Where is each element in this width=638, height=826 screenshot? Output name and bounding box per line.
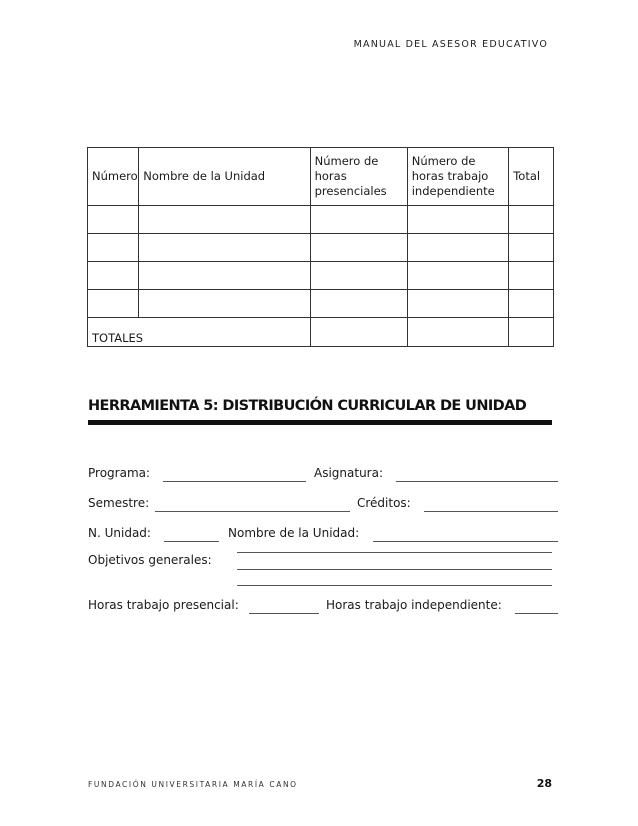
page-number: 28 [536, 777, 552, 790]
header-total: Total [509, 148, 554, 206]
form-row-programa [88, 466, 558, 486]
programa-label: Programa: [88, 466, 151, 480]
objetivos-line-2[interactable] [237, 569, 552, 570]
table-cell[interactable] [407, 234, 508, 262]
table-cell[interactable] [139, 262, 310, 290]
table-cell[interactable] [407, 262, 508, 290]
table-cell[interactable] [139, 290, 310, 318]
semestre-field[interactable] [155, 511, 350, 512]
header-nombre-unidad: Nombre de la Unidad [139, 148, 310, 206]
table-cell[interactable] [88, 262, 139, 290]
table-cell[interactable] [310, 262, 407, 290]
totals-cell[interactable] [310, 318, 407, 347]
table-cell[interactable] [509, 290, 554, 318]
table-row [88, 290, 554, 318]
table-cell[interactable] [139, 206, 310, 234]
creditos-label: Créditos: [357, 496, 411, 510]
asignatura-field[interactable] [396, 481, 558, 482]
header-horas-presenciales: Número de horas presenciales [310, 148, 407, 206]
table-cell[interactable] [407, 290, 508, 318]
totals-row [88, 318, 554, 347]
horas-independiente-field[interactable] [515, 613, 558, 614]
nombre-unidad-field[interactable] [373, 541, 558, 542]
horas-presencial-label: Horas trabajo presencial: [88, 598, 239, 612]
horas-independiente-label: Horas trabajo independiente: [326, 598, 502, 612]
header-numero: Número [88, 148, 139, 206]
nombre-unidad-label: Nombre de la Unidad: [228, 526, 360, 540]
table-header-row [88, 148, 554, 206]
totals-cell[interactable] [407, 318, 508, 347]
creditos-field[interactable] [424, 511, 558, 512]
totals-cell[interactable] [509, 318, 554, 347]
n-unidad-label: N. Unidad: [88, 526, 151, 540]
form-row-semestre [88, 496, 558, 516]
semestre-label: Semestre: [88, 496, 150, 510]
table-cell[interactable] [509, 234, 554, 262]
units-table [87, 147, 554, 347]
n-unidad-field[interactable] [164, 541, 219, 542]
table-row [88, 262, 554, 290]
table-cell[interactable] [88, 234, 139, 262]
title-rule [88, 420, 552, 425]
table-row [88, 206, 554, 234]
table-cell[interactable] [509, 206, 554, 234]
form-row-horas [88, 598, 558, 618]
footer-institution: FUNDACIÓN UNIVERSITARIA MARÍA CANO [88, 780, 298, 789]
table-cell[interactable] [407, 206, 508, 234]
table-cell[interactable] [310, 206, 407, 234]
running-header: MANUAL DEL ASESOR EDUCATIVO [353, 39, 548, 50]
totals-label: TOTALES [88, 318, 311, 347]
tool-title: HERRAMIENTA 5: DISTRIBUCIÓN CURRICULAR DE UNIDAD [88, 398, 527, 414]
table-cell[interactable] [310, 234, 407, 262]
table-cell[interactable] [310, 290, 407, 318]
table-row [88, 234, 554, 262]
objetivos-label: Objetivos generales: [88, 553, 212, 567]
table-cell[interactable] [88, 290, 139, 318]
form-row-objetivos [88, 553, 558, 573]
objetivos-line-3[interactable] [237, 585, 552, 586]
horas-presencial-field[interactable] [249, 613, 319, 614]
table-cell[interactable] [139, 234, 310, 262]
objetivos-line-1[interactable] [237, 552, 552, 553]
programa-field[interactable] [163, 481, 306, 482]
form-row-unidad [88, 526, 558, 546]
table-cell[interactable] [88, 206, 139, 234]
asignatura-label: Asignatura: [314, 466, 384, 480]
header-horas-independiente: Número de horas trabajo independiente [407, 148, 508, 206]
table-cell[interactable] [509, 262, 554, 290]
